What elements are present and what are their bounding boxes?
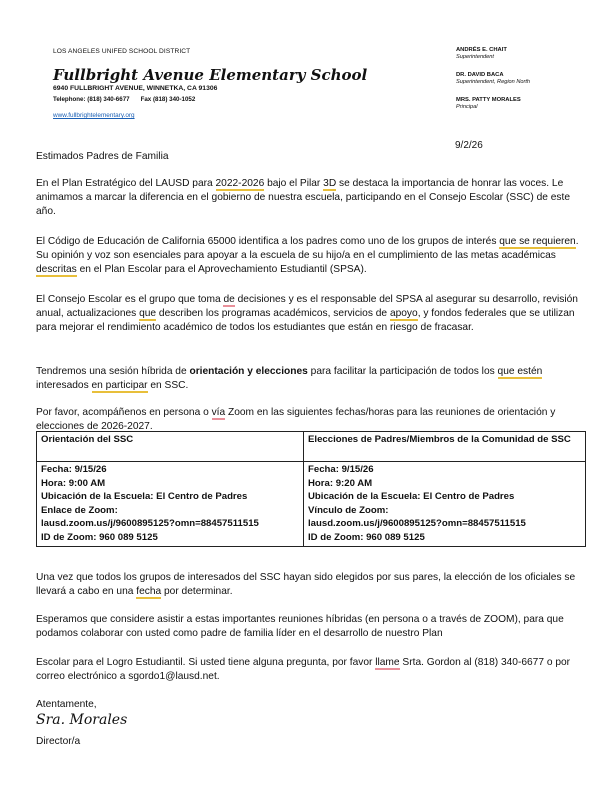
- spell-underline: que se requieren: [499, 236, 576, 247]
- spell-underline: apoyo: [389, 308, 418, 320]
- meeting-schedule-table: [36, 431, 586, 547]
- table-row: [37, 462, 586, 547]
- staff-entry: [456, 47, 606, 61]
- paragraph-school-council: El Consejo Escolar es el grupo que toma de decisiones y es el responsable del SPSA al asegurar su desarrollo, revisión anual, actualizaciones que describen los programas académicos, servicios de apoyo, y fondos federales que se utilizan para mejorar el rendimiento académico de todos los estudiantes que están en riesgo de fracasar.: [36, 294, 578, 334]
- school-phones: [53, 96, 195, 103]
- staff-name: MRS. PATTY MORALES: [456, 97, 521, 103]
- staff-name: DR. DAVID BACA: [456, 72, 504, 78]
- spell-underline: 2022-2026: [215, 178, 265, 189]
- spell-underline: en participar: [91, 380, 148, 392]
- staff-entry: [456, 97, 606, 111]
- paragraph-join-us: Por favor, acompáñenos en persona o vía Zoom en las siguientes fechas/horas para las reuniones de orientación y elecciones de 2026-2027.: [36, 407, 556, 433]
- signature: Sra. Morales: [36, 712, 128, 728]
- school-website-link[interactable]: www.fullbrightelementary.org: [53, 112, 135, 119]
- fax: Fax (818) 340-1052: [140, 96, 196, 103]
- telephone: Telephone: (818) 340-6677: [53, 96, 130, 103]
- staff-list: [456, 47, 606, 122]
- zoom-link[interactable]: lausd.zoom.us/j/9600895125?omn=88457511515: [308, 518, 526, 530]
- district-name: LOS ANGELES UNIFED SCHOOL DISTRICT: [53, 48, 191, 55]
- staff-role: Principal: [456, 104, 478, 110]
- salutation: Estimados Padres de Familia: [36, 151, 169, 162]
- staff-role: Superintendent: [456, 54, 494, 60]
- zoom-link[interactable]: lausd.zoom.us/j/9600895125?omn=88457511515: [41, 518, 259, 530]
- letter-date: 9/2/26: [455, 140, 483, 151]
- spell-underline: de: [223, 294, 235, 305]
- orientation-details: Fecha: 9/15/26 Hora: 9:00 AM Ubicación de la Escuela: El Centro de Padres Enlace de Zoom: lausd.zoom.us/j/9600895125?omn=88457511515 ID de Zoom: 960 089 5125: [37, 462, 304, 547]
- spell-underline: 3D: [323, 178, 337, 189]
- spell-underline: vía: [211, 407, 226, 418]
- paragraph-contact: Escolar para el Logro Estudiantil. Si usted tiene alguna pregunta, por favor llame Srta. Gordon al (818) 340-6677 o por correo electrónico a sgordo1@lausd.net.: [36, 657, 571, 683]
- spell-underline: fecha: [136, 586, 162, 598]
- spell-underline: que: [139, 308, 157, 320]
- staff-role: Superintendent, Region North: [456, 79, 531, 85]
- signer-role: Director/a: [36, 736, 81, 747]
- spell-underline: llame: [375, 657, 400, 668]
- elections-details: Fecha: 9/15/26 Hora: 9:20 AM Ubicación de la Escuela: El Centro de Padres Vínculo de Zoom: lausd.zoom.us/j/9600895125?omn=88457511515 ID de Zoom: 960 089 5125: [304, 462, 586, 547]
- staff-name: ANDRÉS E. CHAIT: [456, 47, 507, 53]
- table-header-cell: Orientación del SSC: [37, 432, 304, 462]
- closing: Atentamente,: [36, 699, 97, 710]
- staff-entry: [456, 72, 606, 86]
- paragraph-education-code: El Código de Educación de California 65000 identifica a los padres como uno de los grupos de interés que se requieren. Su opinión y voz son esenciales para apoyar a la escuela de su hijo/a en el cumplimiento de las metas académicas descritas en el Plan Escolar para el Aprovechamiento Estudiantil (SPSA).: [36, 236, 579, 276]
- paragraph-officers: Una vez que todos los grupos de interesados del SSC hayan sido elegidos por sus pares, la elección de los oficiales se llevará a cabo en una fecha por determinar.: [36, 572, 576, 598]
- school-name: Fullbright Avenue Elementary School: [53, 66, 368, 84]
- spell-underline: que estén: [497, 366, 543, 377]
- paragraph-strategic-plan: En el Plan Estratégico del LAUSD para 2022-2026 bajo el Pilar 3D se destaca la importancia de honrar las voces. Le animamos a marcar la diferencia en el gobierno de nuestra escuela, participando en el Consejo Escolar (SSC) de este año.: [36, 178, 571, 218]
- school-address: 6940 FULLBRIGHT AVENUE, WINNETKA, CA 91306: [53, 85, 218, 92]
- spell-underline: descritas: [36, 264, 77, 276]
- paragraph-attend: Esperamos que considere asistir a estas importantes reuniones híbridas (en persona o a través de ZOOM), para que podamos colaborar con usted como padre de familia líder en el desarrollo de nuestro Plan: [36, 614, 564, 640]
- table-header-cell: Elecciones de Padres/Miembros de la Comunidad de SSC: [304, 432, 586, 462]
- paragraph-hybrid-session: Tendremos una sesión híbrida de orientación y elecciones para facilitar la participación de todos los que estén interesados en participar en SSC.: [36, 366, 543, 392]
- table-header-row: [37, 432, 586, 462]
